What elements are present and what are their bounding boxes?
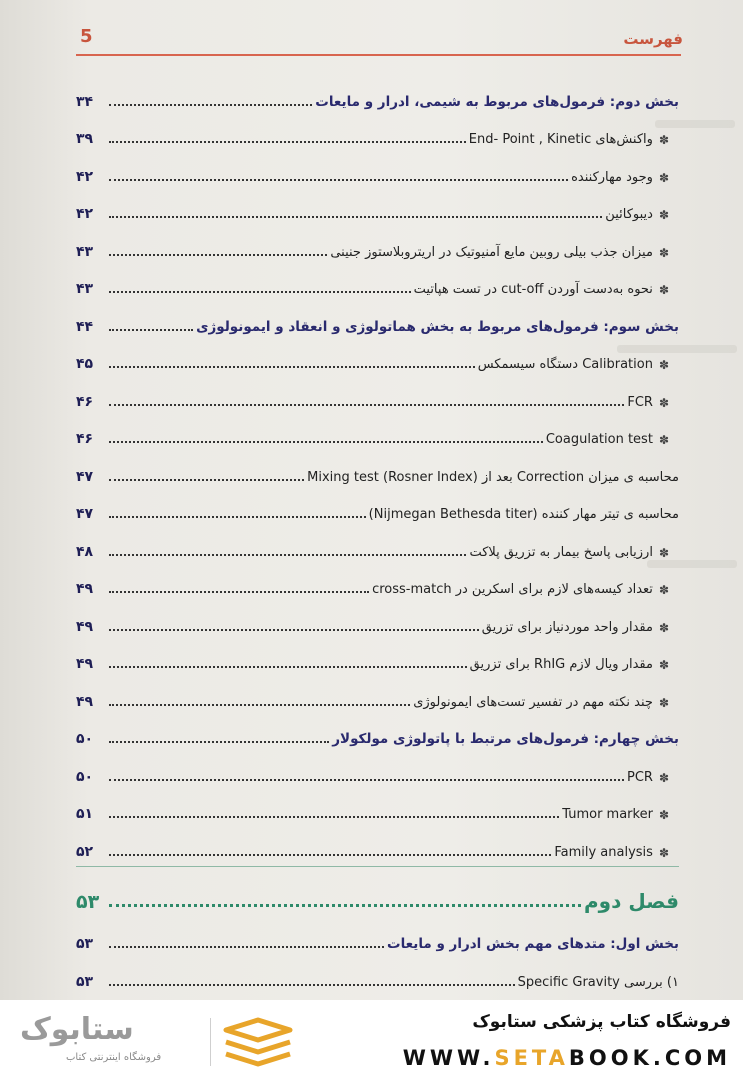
bullet-icon: ✽: [658, 395, 669, 410]
toc-entry-title: ۱) بررسی Specific Gravity: [517, 974, 679, 990]
dot-leader: [109, 216, 602, 218]
bullet-icon: ✽: [658, 245, 669, 260]
bullet-icon: ✽: [658, 433, 669, 447]
toc-page-number: ۴۳: [76, 281, 94, 297]
toc-entry-title: Calibration دستگاه سیسمکس: [477, 357, 653, 372]
page-number: 5: [80, 26, 93, 47]
toc-entry[interactable]: [76, 603, 679, 641]
toc-entry-title: بخش دوم: فرمول‌های مربوط به شیمی، ادرار و مایعات: [315, 93, 679, 110]
toc-entry[interactable]: [76, 228, 679, 266]
dot-leader: [109, 591, 369, 593]
toc-entry[interactable]: [76, 641, 679, 679]
logo-divider: [210, 1018, 211, 1066]
toc-page-number: ۴۹: [76, 581, 94, 597]
toc-page-number: ۴۸: [76, 543, 94, 560]
toc-page-number: ۳۹: [76, 131, 94, 147]
toc-entry-title: فصل دوم: [584, 888, 679, 913]
toc-section[interactable]: [76, 921, 679, 959]
chapter-rule: [76, 866, 679, 867]
store-logo: [14, 1012, 294, 1072]
dot-leader: [109, 254, 327, 256]
toc-page-number: ۴۹: [76, 618, 94, 635]
toc-entry-title: FCR: [627, 394, 653, 410]
toc-entry[interactable]: [76, 791, 679, 829]
toc-entry-title: تعداد کیسه‌های لازم برای اسکرین در cross-match: [372, 582, 653, 597]
store-name: فروشگاه کتاب پزشکی ستابوک: [472, 1012, 731, 1032]
toc-page-number: ۴۲: [76, 206, 94, 222]
toc-entry-title: بخش چهارم: فرمول‌های مرتبط با پاتولوژی مولکولار: [332, 731, 679, 747]
toc-entry-title: PCR: [626, 769, 653, 785]
toc-entry-title: Tumor marker: [562, 807, 653, 822]
toc-page-number: ۵۳: [76, 936, 94, 952]
dot-leader: [109, 666, 467, 668]
dot-leader: [109, 554, 466, 556]
toc-entry-title: چند نکته مهم در تفسیر تست‌های ایمونولوژی: [413, 694, 653, 710]
toc-page-number: ۴۷: [76, 468, 94, 485]
toc-entry-title: وجود مهارکننده: [571, 169, 653, 185]
bullet-icon: ✽: [658, 620, 669, 635]
toc-entry[interactable]: [76, 958, 679, 996]
dot-leader: [109, 516, 366, 518]
bullet-icon: ✽: [658, 133, 669, 147]
toc-entry-title: مقدار واحد موردنیاز برای تزریق: [481, 619, 653, 635]
dot-leader: [109, 404, 624, 406]
toc-entry[interactable]: [76, 491, 679, 529]
toc-entry[interactable]: [76, 266, 679, 304]
toc-entry[interactable]: [76, 378, 679, 416]
toc-entry[interactable]: [76, 753, 679, 791]
toc-page-number: ۴۹: [76, 693, 94, 710]
page-header-title: فهرست: [623, 30, 683, 48]
toc-entry-title: واکنش‌های End- Point , Kinetic: [468, 132, 653, 147]
dot-leader: [109, 904, 581, 907]
dot-leader: [109, 629, 479, 631]
toc-entry[interactable]: [76, 453, 679, 491]
dot-leader: [109, 141, 466, 143]
url-accent: SETA: [494, 1046, 569, 1070]
toc-entry-title: محاسبه ی تیتر مهار کننده (Nijmegan Bethesda titer): [368, 507, 679, 522]
toc-entry-title: میزان جذب بیلی روبین مایع آمنیوتیک در اریتروبلاستوز جنینی: [330, 244, 653, 260]
toc-entry[interactable]: [76, 341, 679, 379]
dot-leader: [109, 104, 312, 106]
toc-page-number: ۴۴: [76, 318, 94, 335]
toc-entry[interactable]: [76, 566, 679, 604]
dot-leader: [109, 779, 624, 781]
header-rule: [76, 54, 681, 56]
bullet-icon: ✽: [658, 695, 669, 710]
dot-leader: [109, 291, 411, 293]
toc-page-number: ۴۵: [76, 356, 94, 372]
toc-entry[interactable]: [76, 678, 679, 716]
toc-page-number: ۴۲: [76, 168, 94, 185]
bullet-icon: ✽: [658, 208, 669, 222]
toc-page-number: ۵۰: [76, 731, 94, 747]
toc-entry[interactable]: [76, 153, 679, 191]
toc-chapter[interactable]: [76, 869, 679, 921]
store-url[interactable]: [403, 1046, 731, 1070]
logo-subtitle: فروشگاه اینترنتی کتاب: [66, 1052, 162, 1063]
toc-entry-title: مقدار ویال لازم RhIG برای تزریق: [469, 657, 653, 672]
logo-wordmark: ستابوک: [20, 1012, 134, 1047]
toc-entry-title: دیبوکائین: [605, 207, 653, 222]
dot-leader: [109, 984, 515, 986]
toc-section[interactable]: [76, 716, 679, 754]
toc-entry-title: بخش اول: متدهای مهم بخش ادرار و مایعات: [387, 936, 679, 952]
toc-entry-title: محاسبه ی میزان Correction بعد از (Rosner Index) Mixing test: [307, 469, 679, 485]
dot-leader: [109, 329, 193, 331]
bullet-icon: ✽: [658, 583, 669, 597]
bullet-icon: ✽: [658, 808, 669, 822]
url-prefix: WWW.: [402, 1046, 495, 1070]
dot-leader: [109, 441, 543, 443]
bullet-icon: ✽: [658, 358, 669, 372]
store-banner: [0, 1000, 743, 1080]
toc-page-number: ۴۳: [76, 243, 94, 260]
bullet-icon: ✽: [658, 283, 669, 297]
toc-entry[interactable]: [76, 828, 679, 866]
toc-page-number: ۵۰: [76, 768, 94, 785]
toc-entry-title: بخش سوم: فرمول‌های مربوط به بخش هماتولوژی و انعقاد و ایمونولوژی: [196, 318, 679, 335]
toc-entry-title: نحوه به‌دست آوردن cut-off در تست هپاتیت: [413, 282, 653, 297]
dot-leader: [109, 946, 384, 948]
toc-entry[interactable]: [76, 191, 679, 229]
dot-leader: [109, 366, 475, 368]
dot-leader: [109, 854, 551, 856]
toc-entry-title: ارزیابی پاسخ بیمار به تزریق پلاکت: [469, 544, 653, 560]
toc-page-number: ۴۶: [76, 431, 94, 447]
toc-section[interactable]: [76, 78, 679, 116]
dot-leader: [109, 479, 304, 481]
dot-leader: [109, 816, 559, 818]
toc-page-number: ۴۷: [76, 506, 94, 522]
bullet-icon: ✽: [658, 845, 669, 860]
table-of-contents: [76, 78, 679, 996]
toc-entry[interactable]: [76, 528, 679, 566]
dot-leader: [109, 741, 329, 743]
bullet-icon: ✽: [658, 658, 669, 672]
toc-entry[interactable]: [76, 116, 679, 154]
bullet-icon: ✽: [658, 170, 669, 185]
toc-entry-title: Coagulation test: [545, 432, 653, 447]
bullet-icon: ✽: [658, 770, 669, 785]
toc-page-number: ۵۳: [76, 973, 94, 990]
toc-page-number: ۵۱: [76, 806, 94, 822]
toc-section[interactable]: [76, 303, 679, 341]
toc-entry[interactable]: [76, 416, 679, 454]
toc-page-number: ۴۶: [76, 393, 94, 410]
toc-entry-title: Family analysis: [554, 844, 653, 860]
toc-page-number: ۳۴: [76, 93, 94, 110]
dot-leader: [109, 179, 568, 181]
toc-page-number: ۴۹: [76, 656, 94, 672]
toc-page-number: ۵۲: [76, 843, 94, 860]
bullet-icon: ✽: [658, 545, 669, 560]
toc-page-number: ۵۳: [76, 890, 100, 913]
book-stack-icon: [222, 1016, 294, 1070]
url-suffix: BOOK.COM: [568, 1046, 731, 1070]
dot-leader: [109, 704, 410, 706]
